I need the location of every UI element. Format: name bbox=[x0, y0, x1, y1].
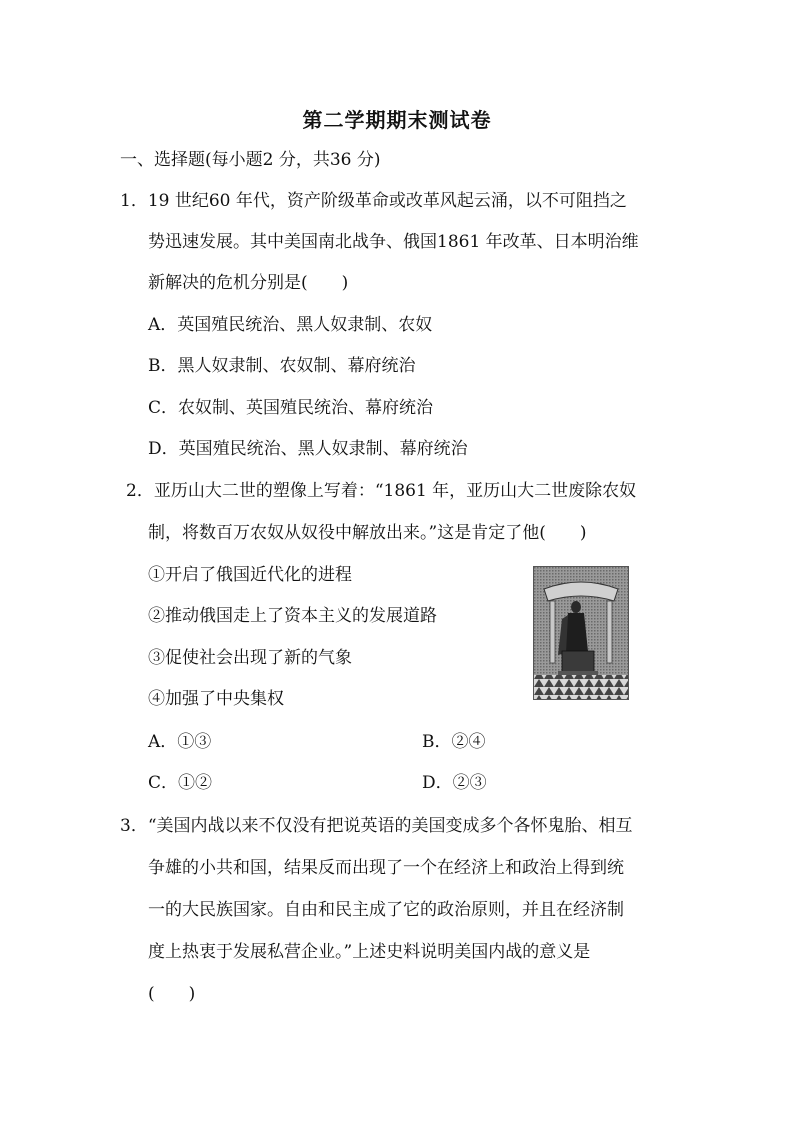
question-2-line-1: 2．亚历山大二世的塑像上写着：“1861 年，亚历山大二世废除农奴 bbox=[126, 481, 637, 501]
question-2-option-a: A．①③ bbox=[148, 732, 212, 752]
question-1-line-3: 新解决的危机分别是( ) bbox=[148, 273, 349, 293]
section-heading: 一、选择题(每小题2 分，共36 分) bbox=[120, 150, 381, 170]
question-3-line-1: 3．“美国内战以来不仅没有把说英语的美国变成多个各怀鬼胎、相互 bbox=[120, 816, 633, 836]
question-2-item-2: ②推动俄国走上了资本主义的发展道路 bbox=[148, 606, 437, 626]
question-3-line-2: 争雄的小共和国，结果反而出现了一个在经济上和政治上得到统 bbox=[148, 858, 624, 878]
question-3-line-5: ( ) bbox=[148, 984, 196, 1004]
question-2-item-3: ③促使社会出现了新的气象 bbox=[148, 648, 352, 668]
question-3-line-3: 一的大民族国家。自由和民主成了它的政治原则，并且在经济制 bbox=[148, 900, 624, 920]
question-2-item-1: ①开启了俄国近代化的进程 bbox=[148, 565, 352, 585]
question-2-option-b: B．②④ bbox=[422, 732, 486, 752]
page-title: 第二学期期末测试卷 bbox=[302, 108, 492, 132]
question-3-line-4: 度上热衷于发展私营企业。”上述史料说明美国内战的意义是 bbox=[148, 942, 591, 962]
statue-image bbox=[533, 566, 629, 700]
question-1-option-c: C．农奴制、英国殖民统治、幕府统治 bbox=[148, 398, 434, 418]
question-1-line-1: 1．19 世纪60 年代，资产阶级革命或改革风起云涌，以不可阻挡之 bbox=[120, 191, 627, 211]
question-1-line-2: 势迅速发展。其中美国南北战争、俄国1861 年改革、日本明治维 bbox=[148, 232, 639, 252]
question-2-item-4: ④加强了中央集权 bbox=[148, 689, 284, 709]
statue-picture bbox=[534, 567, 628, 699]
question-2-line-2: 制，将数百万农奴从奴役中解放出来。”这是肯定了他( ) bbox=[148, 523, 587, 543]
question-1-option-a: A．英国殖民统治、黑人奴隶制、农奴 bbox=[148, 315, 433, 335]
question-2-option-d: D．②③ bbox=[422, 773, 487, 793]
question-2-option-c: C．①② bbox=[148, 773, 213, 793]
question-1-option-b: B．黑人奴隶制、农奴制、幕府统治 bbox=[148, 356, 416, 376]
question-1-option-d: D．英国殖民统治、黑人奴隶制、幕府统治 bbox=[148, 439, 468, 459]
